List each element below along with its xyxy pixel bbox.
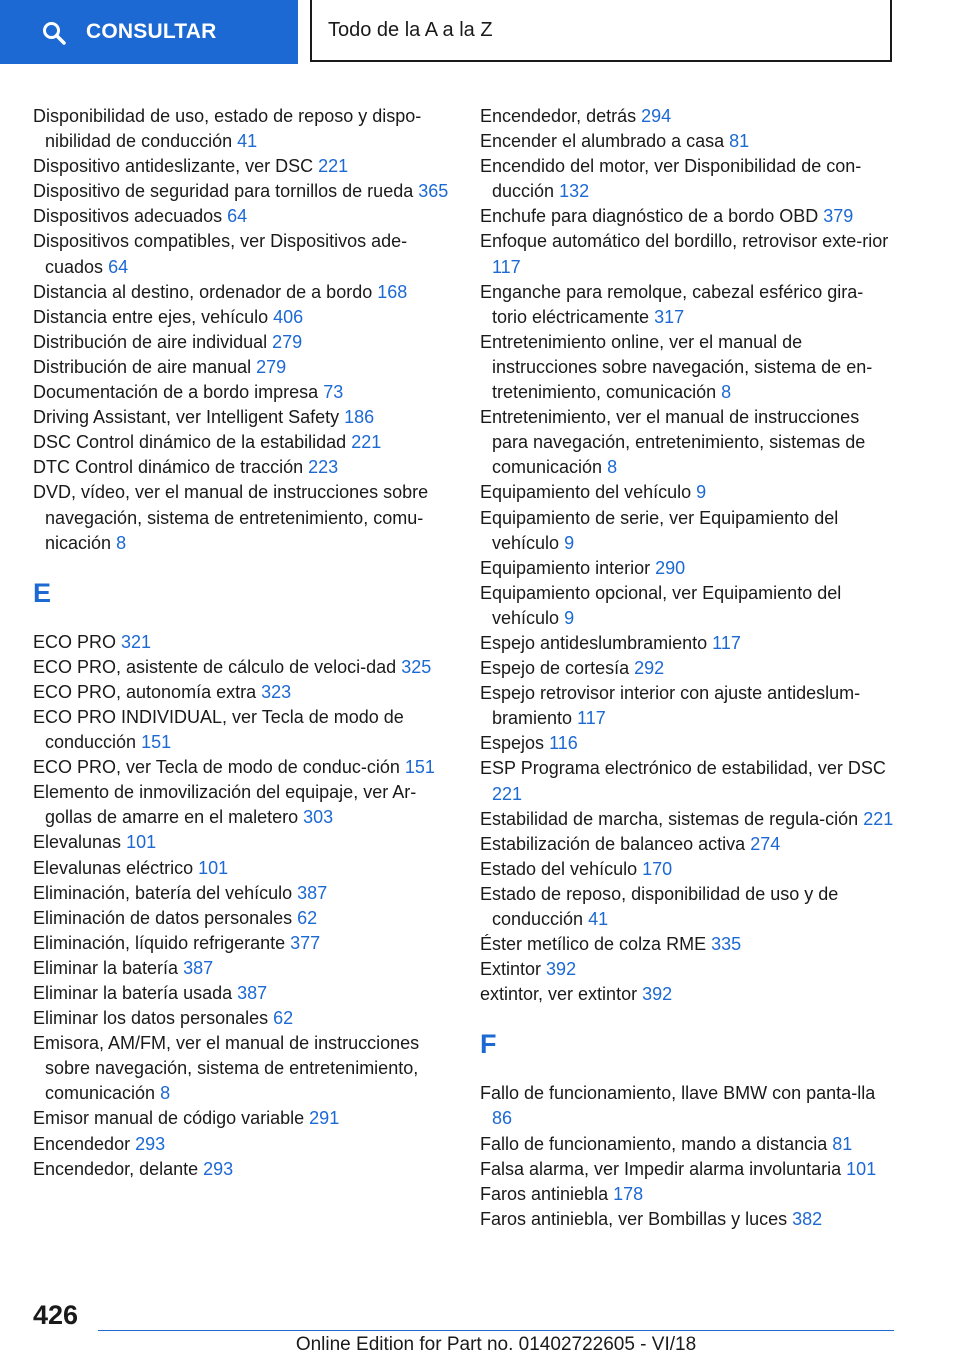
page-link[interactable]: 279 [256, 356, 287, 377]
index-entry [33, 280, 453, 305]
index-entry-text: Driving Assistant, ver Intelligent Safety [33, 407, 340, 428]
index-entry [480, 832, 895, 857]
index-entry [33, 405, 453, 430]
index-entry [480, 882, 895, 932]
page-link[interactable]: 9 [696, 482, 707, 503]
index-entry [480, 756, 895, 806]
index-entry [33, 480, 453, 555]
index-entry [33, 655, 453, 680]
search-icon [42, 21, 66, 45]
index-entry-text: extintor, ver extintor [480, 984, 638, 1005]
index-entry [33, 355, 453, 380]
index-entry-text: ECO PRO, autonomía extra [33, 681, 257, 702]
index-entry [480, 1132, 895, 1157]
page-link[interactable]: 221 [318, 156, 349, 177]
index-entry-text: Distancia al destino, ordenador de a bordo [33, 281, 373, 302]
page-link[interactable]: 62 [273, 1008, 294, 1029]
index-entry-text: Encendedor [33, 1133, 131, 1154]
page-link[interactable]: 293 [203, 1158, 234, 1179]
index-entry-text: Estado de reposo, disponibilidad de uso y de conducción [480, 883, 839, 929]
page-link[interactable]: 8 [607, 457, 618, 478]
index-entry-text: Eliminar la batería usada [33, 983, 233, 1003]
index-entry-text: DTC Control dinámico de tracción [33, 457, 304, 478]
page-link[interactable]: 387 [237, 983, 268, 1003]
index-entry [480, 129, 895, 154]
page-link[interactable]: 223 [308, 457, 339, 478]
index-entry [480, 229, 895, 279]
index-entry-text: DSC Control dinámico de la estabilidad [33, 432, 347, 453]
index-entry [33, 104, 453, 154]
page-link[interactable]: 303 [303, 807, 334, 828]
index-entry-text: Encendedor, delante [33, 1158, 199, 1179]
index-entry [33, 830, 453, 855]
index-entry-text: Faros antiniebla, ver Bombillas y luces [480, 1208, 788, 1229]
index-entry-text: DVD, vídeo, ver el manual de instrucciones sobre navegación, sistema de entretenimiento, comu-nicación [33, 482, 429, 553]
index-entry-text: Encender el alumbrado a casa [480, 131, 725, 152]
index-entry [480, 807, 895, 832]
index-entry [480, 631, 895, 656]
page-link[interactable]: 221 [863, 808, 894, 829]
index-entry-text: Entretenimiento online, ver el manual de instrucciones sobre navegación, sistema de en-tretenimiento, comunicación [480, 331, 873, 403]
consult-button[interactable] [0, 0, 298, 64]
index-entry-text: Enchufe para diagnóstico de a bordo OBD [480, 206, 819, 227]
index-entry [480, 154, 895, 204]
index-entry [33, 931, 453, 956]
page-link[interactable]: 387 [183, 957, 214, 978]
page-link[interactable]: 379 [823, 206, 854, 227]
section-letter: F [480, 1029, 497, 1060]
index-entry-text: Falsa alarma, ver Impedir alarma involuntaria [480, 1158, 842, 1179]
page-link[interactable]: 293 [135, 1133, 166, 1154]
index-entry [480, 932, 895, 957]
index-entry [33, 154, 453, 179]
index-entry [33, 380, 453, 405]
page-link[interactable]: 8 [721, 382, 732, 403]
page-link[interactable]: 274 [750, 833, 781, 854]
index-entry [33, 229, 453, 279]
index-entry-text: Equipamiento de serie, ver Equipamiento del vehículo [480, 507, 839, 553]
page-link[interactable]: 64 [108, 256, 129, 277]
page-link[interactable]: 279 [272, 331, 303, 352]
index-entry-text: Espejo retrovisor interior con ajuste antideslum-bramiento [480, 683, 861, 729]
index-entry-text: Eliminación, batería del vehículo [33, 882, 293, 903]
index-entry-text: ECO PRO [33, 631, 117, 652]
index-entry-text: Enganche para remolque, cabezal esférico gira-torio eléctricamente [480, 281, 864, 327]
index-entry-text: Equipamiento opcional, ver Equipamiento del vehículo [480, 582, 842, 628]
index-entry [33, 204, 453, 229]
page-link[interactable]: 9 [564, 532, 575, 553]
index-entry-text: Enfoque automático del bordillo, retrovisor exte-rior [480, 231, 889, 252]
index-entry-text: Éster metílico de colza RME [480, 934, 707, 955]
index-entry [480, 204, 895, 229]
index-entry [33, 1031, 453, 1106]
index-entry [33, 430, 453, 455]
index-entry-text: Documentación de a bordo impresa [33, 382, 319, 403]
index-entry [480, 1207, 895, 1232]
index-entry [33, 705, 453, 755]
page-link[interactable]: 392 [642, 984, 673, 1005]
index-entry [33, 179, 453, 204]
top-bar [0, 0, 960, 66]
index-entry [480, 1081, 895, 1131]
index-entry-text: Disponibilidad de uso, estado de reposo y dispo-nibilidad de conducción [33, 106, 422, 152]
index-entry-text: Elemento de inmovilización del equipaje, ver Ar-gollas de amarre en el maletero [33, 782, 417, 828]
index-entry-text: Elevalunas [33, 832, 122, 853]
index-entry [33, 856, 453, 881]
page-link[interactable]: 41 [588, 909, 609, 929]
index-entry [33, 630, 453, 655]
page-link[interactable]: 86 [492, 1108, 513, 1129]
index-entry-text: Equipamiento interior [480, 557, 651, 578]
index-entry [480, 857, 895, 882]
index-entry-text: Emisor manual de código variable [33, 1108, 305, 1129]
index-entry-text: Estabilización de balanceo activa [480, 833, 746, 854]
page-link[interactable]: 170 [642, 858, 673, 879]
index-entry [33, 680, 453, 705]
page-link[interactable]: 101 [126, 832, 157, 853]
page-link[interactable]: 377 [290, 932, 321, 953]
index-entry [480, 731, 895, 756]
page-link[interactable]: 292 [634, 658, 665, 679]
index-entry [480, 982, 895, 1007]
index-entry [33, 1157, 453, 1182]
index-entry [33, 305, 453, 330]
index-entry [480, 480, 895, 505]
section-letter: E [33, 577, 52, 608]
index-entry-text: Dispositivo antideslizante, ver DSC [33, 156, 314, 177]
index-entry-text: ESP Programa electrónico de estabilidad, ver DSC [480, 758, 886, 779]
footer-text: Online Edition for Part no. 01402722605 - VI/18 [295, 1334, 697, 1355]
index-entry [480, 506, 895, 556]
page-link[interactable]: 117 [712, 632, 741, 653]
index-entry-text: Distancia entre ejes, vehículo [33, 306, 269, 327]
index-entry [33, 906, 453, 931]
page-link[interactable]: 81 [832, 1133, 853, 1154]
consult-label: CONSULTAR [86, 20, 217, 43]
page-link[interactable]: 291 [309, 1108, 340, 1129]
index-entry-text: Eliminar los datos personales [33, 1008, 269, 1029]
index-entry-text: Estabilidad de marcha, sistemas de regula-ción [480, 808, 859, 829]
page-link[interactable]: 290 [655, 557, 686, 578]
index-entry-text: Entretenimiento, ver el manual de instrucciones para navegación, entretenimiento, sistemas de comunicación [480, 407, 866, 478]
page-link[interactable]: 325 [401, 656, 432, 677]
index-entry [480, 1157, 895, 1182]
index-entry [480, 1182, 895, 1207]
index-entry [33, 330, 453, 355]
page-link[interactable]: 168 [377, 281, 408, 302]
index-entry-text: ECO PRO, asistente de cálculo de veloci-dad [33, 656, 397, 677]
index-entry-text: Espejo antideslumbramiento [480, 632, 708, 653]
index-entry [480, 104, 895, 129]
index-entry-text: Elevalunas eléctrico [33, 857, 194, 878]
page-link[interactable]: 117 [577, 708, 606, 729]
index-entry [480, 957, 895, 982]
index-entry [33, 780, 453, 830]
index-entry-text: Eliminar la batería [33, 957, 179, 978]
index-entry [480, 581, 895, 631]
index-entry-text: Faros antiniebla [480, 1183, 609, 1204]
index-entry [33, 1106, 453, 1131]
index-entry [33, 956, 453, 981]
index-entry [480, 330, 895, 405]
page-link[interactable]: 294 [641, 106, 672, 126]
page-link[interactable]: 73 [323, 382, 344, 403]
page-link[interactable]: 406 [273, 306, 304, 327]
index-entry [480, 280, 895, 330]
page-link[interactable]: 9 [564, 607, 575, 628]
page-link[interactable]: 8 [160, 1083, 171, 1104]
index-column-left [33, 104, 453, 1182]
index-entry [480, 681, 895, 731]
index-entry-text: Estado del vehículo [480, 858, 638, 879]
index-entry-text: Eliminación de datos personales [33, 907, 293, 928]
index-entry [33, 1132, 453, 1157]
index-entry-text: ECO PRO, ver Tecla de modo de conduc-ción [33, 757, 400, 778]
page-link[interactable]: 81 [729, 131, 750, 152]
index-entry [480, 556, 895, 581]
index-entry [33, 455, 453, 480]
page-link[interactable]: 101 [198, 857, 229, 878]
index-entry-text: Espejos [480, 733, 545, 754]
index-entry [480, 656, 895, 681]
page-link[interactable]: 317 [654, 306, 685, 327]
index-entry [33, 755, 453, 780]
index-entry-text: Dispositivo de seguridad para tornillos de rueda [33, 181, 414, 202]
page-link[interactable]: 321 [121, 631, 152, 652]
page-link[interactable]: 101 [846, 1158, 877, 1179]
breadcrumb[interactable] [310, 0, 892, 62]
page-link[interactable]: 186 [344, 407, 375, 428]
page-link[interactable]: 151 [404, 757, 435, 778]
page-number: 426 [33, 1300, 79, 1330]
page-link[interactable]: 132 [559, 181, 590, 202]
index-entry-text: Fallo de funcionamiento, mando a distancia [480, 1133, 828, 1154]
index-column-right [480, 104, 895, 1232]
index-entry [33, 881, 453, 906]
page-link[interactable]: 323 [261, 681, 292, 702]
page-link[interactable]: 8 [116, 532, 127, 553]
page-link[interactable]: 221 [351, 432, 382, 453]
index-entry-text: Emisora, AM/FM, ver el manual de instrucciones sobre navegación, sistema de entretenimiento, comunicación [33, 1033, 420, 1104]
index-entry-text: ECO PRO INDIVIDUAL, ver Tecla de modo de conducción [33, 706, 404, 753]
page-link[interactable]: 64 [227, 206, 248, 227]
index-entry-text: Encendido del motor, ver Disponibilidad de con-ducción [480, 156, 862, 202]
index-entry-text: Fallo de funcionamiento, llave BMW con panta-lla [480, 1083, 876, 1104]
index-entry-text: Eliminación, líquido refrigerante [33, 932, 286, 953]
index-entry-text: Espejo de cortesía [480, 658, 630, 679]
index-entry-text: Distribución de aire individual [33, 331, 268, 352]
page-link[interactable]: 116 [549, 733, 578, 754]
page-link[interactable]: 151 [141, 732, 172, 753]
index-entry [33, 1006, 453, 1031]
page-link[interactable]: 178 [613, 1183, 644, 1204]
index-entry-text: Encendedor, detrás [480, 106, 637, 126]
page-link[interactable]: 62 [297, 907, 318, 928]
index-entry-text: Distribución de aire manual [33, 356, 252, 377]
page-link[interactable]: 41 [237, 131, 258, 152]
page-link[interactable]: 382 [792, 1208, 823, 1229]
index-entry-text: Dispositivos adecuados [33, 206, 223, 227]
index-entry-text: Extintor [480, 959, 542, 980]
index-entry-text: Dispositivos compatibles, ver Dispositivos ade-cuados [33, 231, 408, 277]
page-link[interactable]: 365 [418, 181, 449, 202]
page-link[interactable]: 387 [297, 882, 328, 903]
breadcrumb-label: Todo de la A a la Z [328, 19, 493, 41]
page-link[interactable]: 392 [546, 959, 577, 980]
index-entry [480, 405, 895, 480]
index-entry-text: Equipamiento del vehículo [480, 482, 692, 503]
page-link[interactable]: 335 [711, 934, 742, 955]
page-link[interactable]: 117 [492, 256, 521, 277]
page-link[interactable]: 221 [492, 783, 523, 804]
index-entry [33, 981, 453, 1006]
